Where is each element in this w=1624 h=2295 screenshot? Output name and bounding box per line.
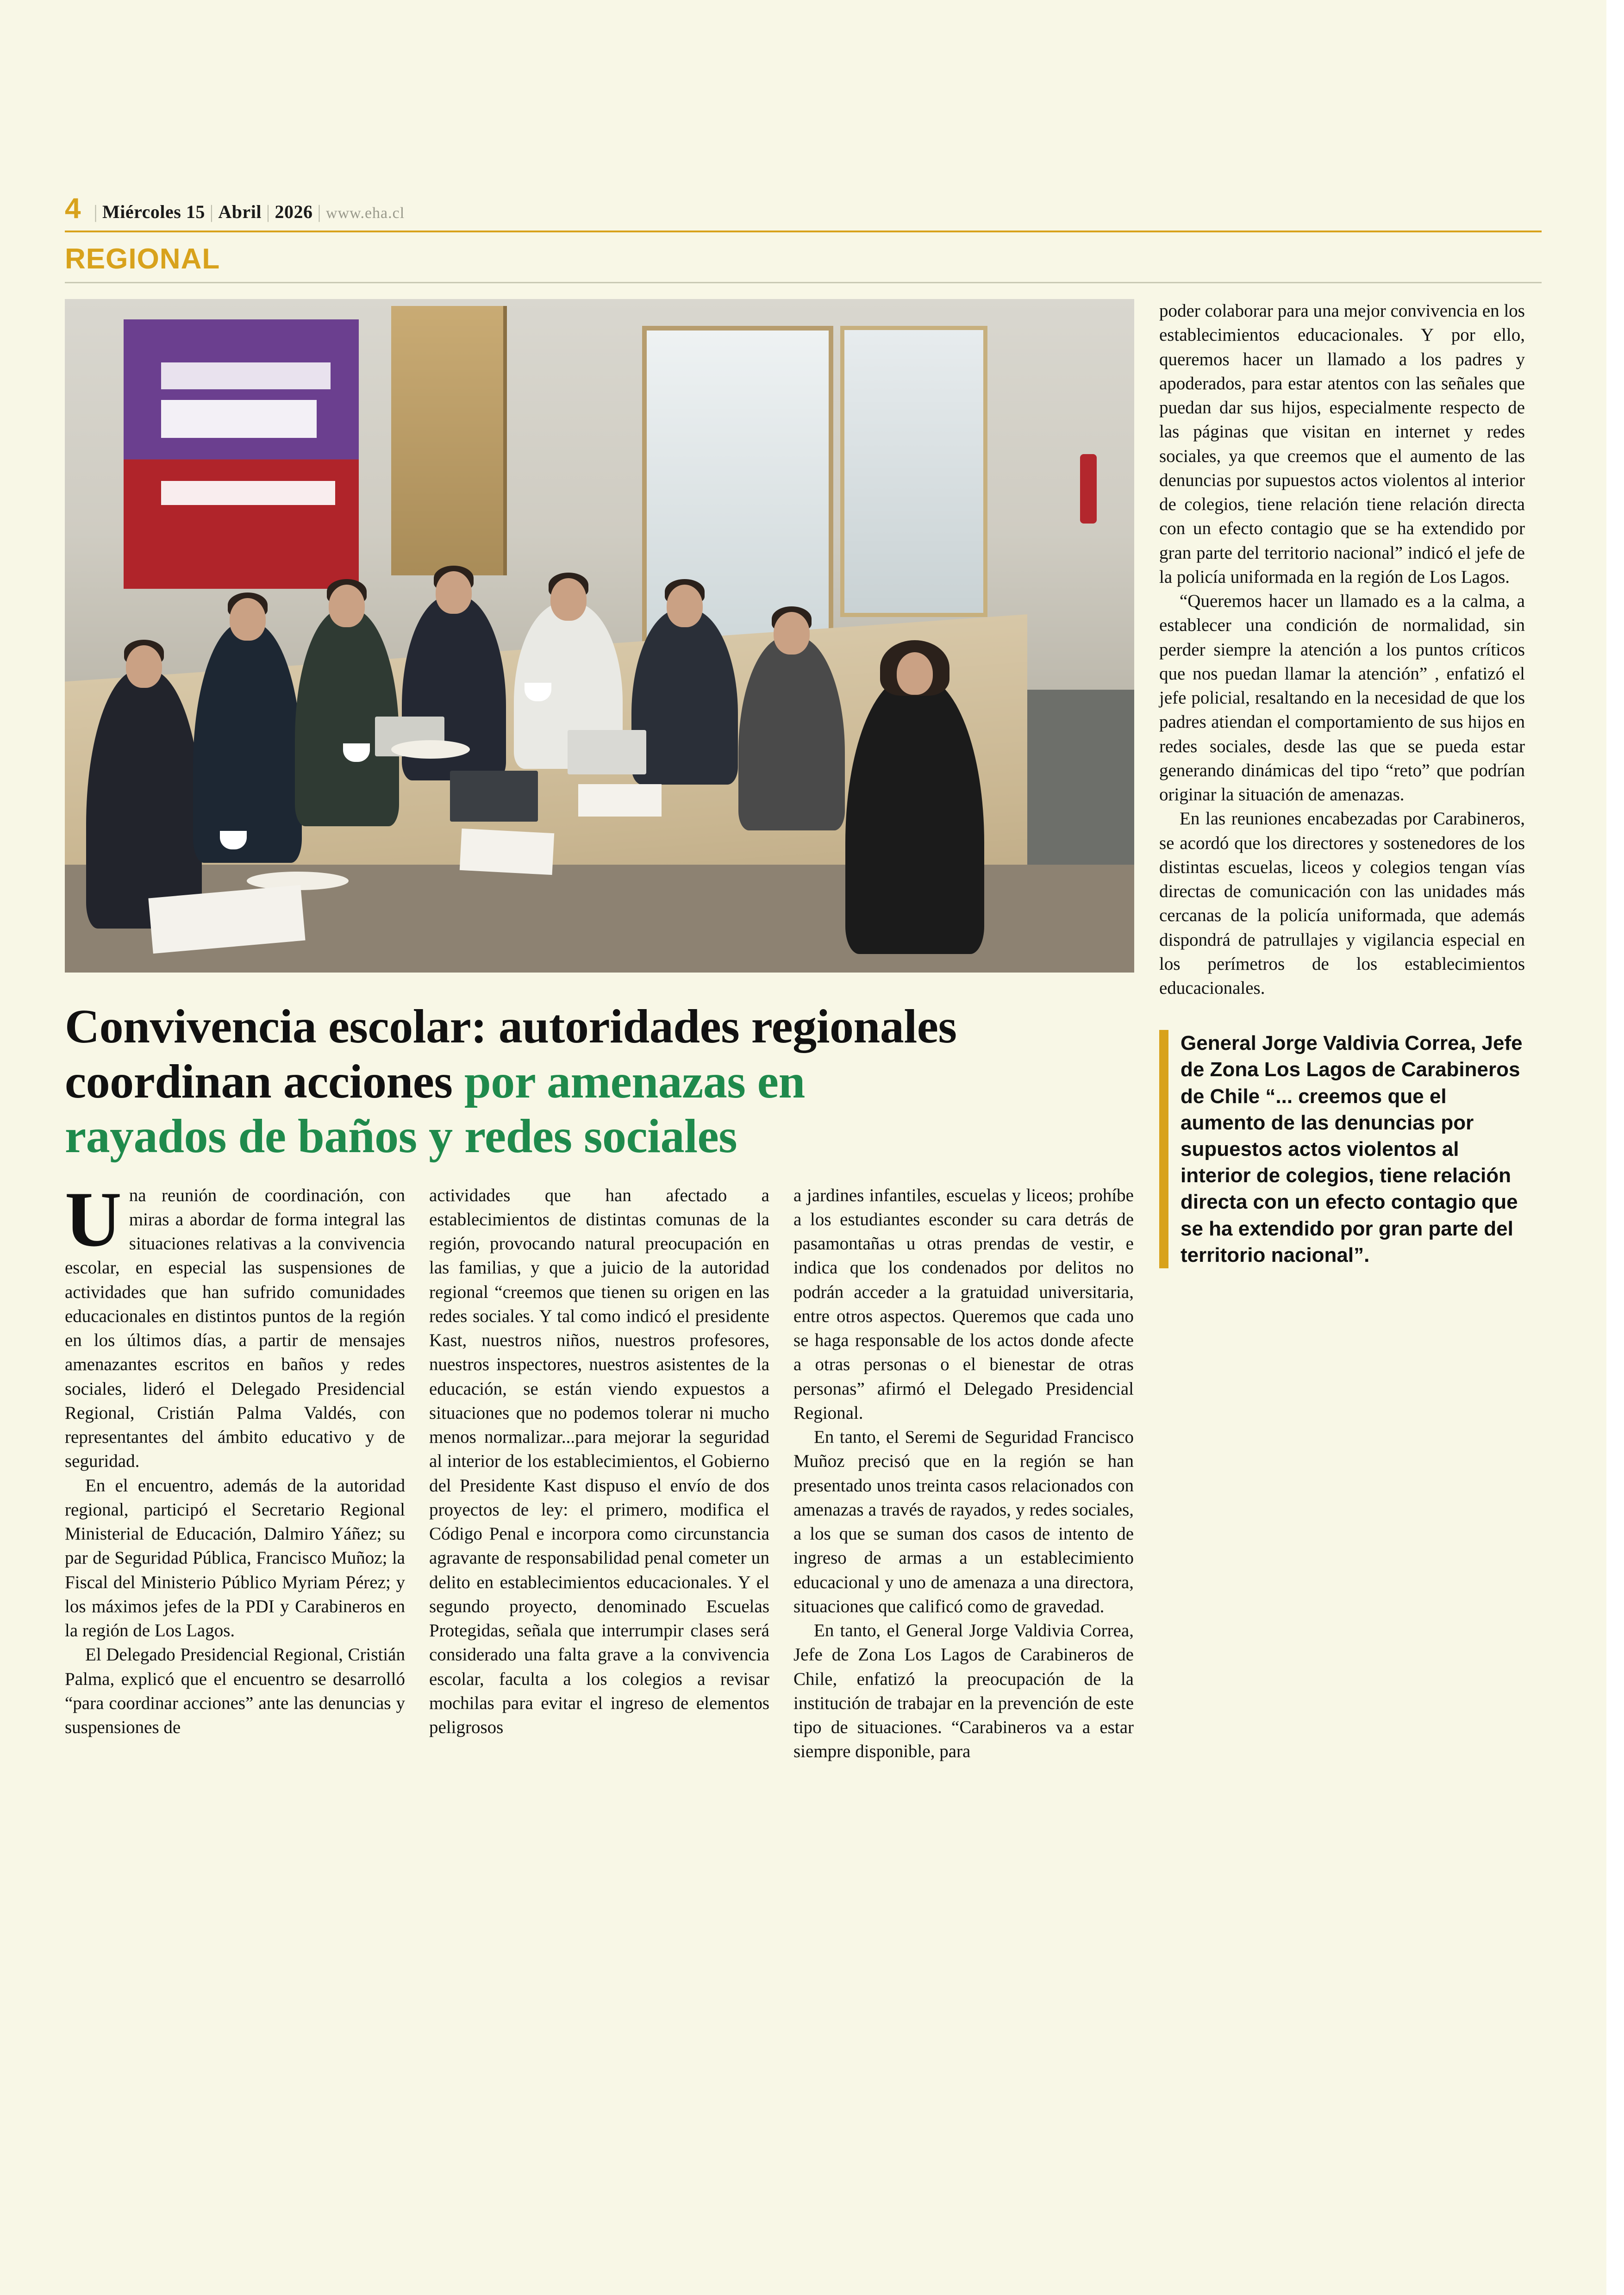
cookie-plate — [391, 740, 470, 759]
headline — [65, 999, 1134, 1164]
banner-line-1 — [161, 362, 331, 389]
pullquote-accent-bar — [1159, 1030, 1168, 1268]
person-head — [667, 585, 703, 627]
laptop-icon — [568, 730, 646, 774]
person-head — [774, 612, 810, 655]
pullquote — [1159, 1030, 1525, 1268]
dateline-year: 2026 — [275, 201, 313, 222]
dateline — [89, 201, 405, 223]
body-column-4 — [1159, 299, 1525, 1764]
paragraph: El Delegado Presidencial Regional, Cristián Palma, explicó que el encuentro se desarrolló “para coordinar acciones” ante las denuncias y suspensiones de — [65, 1645, 405, 1738]
paragraph: En las reuniones encabezadas por Carabineros, se acordó que los directores y sostenedores de los distintas escuelas, liceos y colegios tengan vías directas de comunicación con las unidades más cercanas de la policía uniformada, que además dispondrá de patrullajes y vigilancia especial en los perímetros de los establecimientos educacionales. — [1159, 809, 1525, 998]
person-head — [329, 585, 365, 627]
page-right-margin — [1606, 0, 1624, 2295]
paragraph: En tanto, el General Jorge Valdivia Correa, Jefe de Zona Los Lagos de Carabineros de Chile, enfatizó la preocupación de la institución de trabajar en la prevención de este tipo de situaciones. “Carabineros va a estar siempre disponible, para — [793, 1621, 1134, 1762]
person-head — [230, 598, 266, 641]
article-photo — [65, 299, 1134, 973]
person-head — [436, 571, 472, 614]
drop-cap: U — [65, 1175, 122, 1263]
photo-door — [391, 306, 507, 575]
section-rule — [65, 282, 1542, 283]
photo-window-right — [840, 326, 987, 617]
headline-line-2-black: coordinan acciones — [65, 1054, 464, 1108]
headline-line-3-green: rayados de baños y redes sociales — [65, 1110, 737, 1163]
paragraph: En tanto, el Seremi de Seguridad Francisco Muñoz precisó que en la región se han presentado unos treinta casos relacionados con amenazas a través de rayados, y redes sociales, a los que se suman dos casos de intento de ingreso de armas a un establecimiento educacional y uno de amenaza a una directora, situaciones que calificó como de gravedad. — [793, 1427, 1134, 1616]
masthead-rule — [65, 231, 1542, 232]
pullquote-text: General Jorge Valdivia Correa, Jefe de Zona Los Lagos de Carabineros de Chile “... creemos que el aumento de las denuncias por supuestos actos violentos al interior de colegios, tiene relación directa con un efecto contagio que se ha extendido por gran parte del territorio nacional”. — [1181, 1032, 1523, 1266]
paragraph: actividades que han afectado a establecimientos de distintas comunas de la región, provocando natural preocupación en las familias, y que a juicio de la autoridad regional “creemos que tienen su origen en las redes sociales. Y tal como indicó el presidente Kast, nuestros niños, nuestros profesores, nuestros inspectores, nuestros asistentes de la educación, se están viendo expuestos a situaciones que no podemos tolerar ni mucho menos normalizar...para mejorar la seguridad al interior de los establecimientos, el Gobierno del Presidente Kast dispuso el envío de dos proyectos de ley: el primero, modifica el Código Penal e incorpora como circunstancia agravante de responsabilidad penal cometer un delito en establecimientos educacionales. Y el segundo proyecto, denominado Escuelas Protegidas, señala que interrumpir clases será considerado una falta grave a la convivencia escolar, faculta a los colegios a revisar mochilas para evitar el ingreso de elementos peligrosos — [429, 1185, 769, 1738]
article-main — [65, 299, 1134, 1764]
masthead — [65, 194, 1542, 227]
website-url[interactable]: www.eha.cl — [326, 205, 405, 222]
dateline-weekday: Miércoles 15 — [102, 201, 205, 222]
dateline-sep-4: | — [317, 201, 322, 222]
paragraph: a jardines infantiles, escuelas y liceos; prohíbe a los estudiantes esconder su cara detrás de pasamontañas u otras prendas de vestir, e indica que los condenados por delitos no podrán acceder a la gratuidad universitaria, entre otros aspectos. Queremos que cada uno se haga responsable de los actos donde afecte a otras personas o el bienestar de otras personas” afirmó el Delegado Presidencial Regional. — [793, 1185, 1134, 1423]
person-head — [897, 652, 933, 695]
paragraph: En el encuentro, además de la autoridad regional, participó el Secretario Regional Ministerial de Educación, Dalmiro Yáñez; su par de Seguridad Pública, Francisco Muñoz; la Fiscal del Ministerio Público Myriam Pérez; y los máximos jefes de la PDI y Carabineros en la región de Los Lagos. — [65, 1475, 405, 1641]
paragraph: “Queremos hacer un llamado es a la calma, a establecer una condición de normalidad, sin perder siempre la atención a los puntos críticos que nos puedan llamar la atención” , enfatizó el jefe policial, resaltando en la necesidad de que los padres atiendan el comportamiento de sus hijos en redes sociales, desde las que se pueda estar generando dinámicas del tipo “reto” que podrían originar la situación de amenazas. — [1159, 591, 1525, 804]
person-head — [550, 578, 587, 621]
paragraph: poder colaborar para una mejor convivencia en los establecimientos educacionales. Y por ello, queremos hacer un llamado a los padres y apoderados, para estar atentos con las señales que puedan dar sus hijos, especialmente respecto de las páginas que visitan en internet y redes sociales, ya que creemos que el aumento de las denuncias por supuestos actos violentos al interior de colegios, tiene relación tiene relación directa con un efecto contagio que se ha extendido por gran parte del territorio nacional” indicó el jefe de la policía uniformada en la región de Los Lagos. — [1159, 301, 1525, 587]
banner-line-2 — [161, 400, 316, 437]
document-sheet — [578, 784, 662, 817]
page-content — [65, 194, 1542, 1764]
dateline-month: Abril — [218, 201, 262, 222]
dateline-sep-2: | — [209, 201, 214, 222]
body-column-2 — [429, 1184, 769, 1764]
headline-line-2-green: por amenazas en — [464, 1054, 805, 1108]
paragraph-text: na reunión de coordinación, con miras a abordar de forma integral las situaciones relativas a la convivencia escolar, en especial las suspensiones de actividades que han sufrido comunidades educacionales en distintos puntos de la región en los últimos días, a partir de mensajes amenazantes escritos en baños y redes sociales, lideró el Delegado Presidencial Regional, Cristián Palma Valdés, con representantes del ámbito educativo y de seguridad. — [65, 1185, 405, 1472]
person-head — [126, 645, 162, 688]
body-column-1 — [65, 1175, 405, 1764]
dateline-sep-3: | — [266, 201, 270, 222]
article-grid — [65, 299, 1542, 1764]
body-columns — [65, 1175, 1134, 1764]
dateline-sep-1: | — [94, 201, 98, 222]
page-number: 4 — [65, 193, 81, 225]
headline-line-1: Convivencia escolar: autoridades regionales — [65, 1000, 957, 1053]
paragraph — [65, 1175, 405, 1474]
laptop-icon — [450, 771, 538, 822]
banner-line-3 — [161, 481, 335, 505]
section-title: REGIONAL — [65, 243, 220, 275]
photo-banner-denuncia-seguro — [124, 319, 359, 589]
document-sheet — [459, 829, 554, 875]
fire-extinguisher-icon — [1080, 454, 1097, 524]
body-column-3 — [793, 1184, 1134, 1764]
